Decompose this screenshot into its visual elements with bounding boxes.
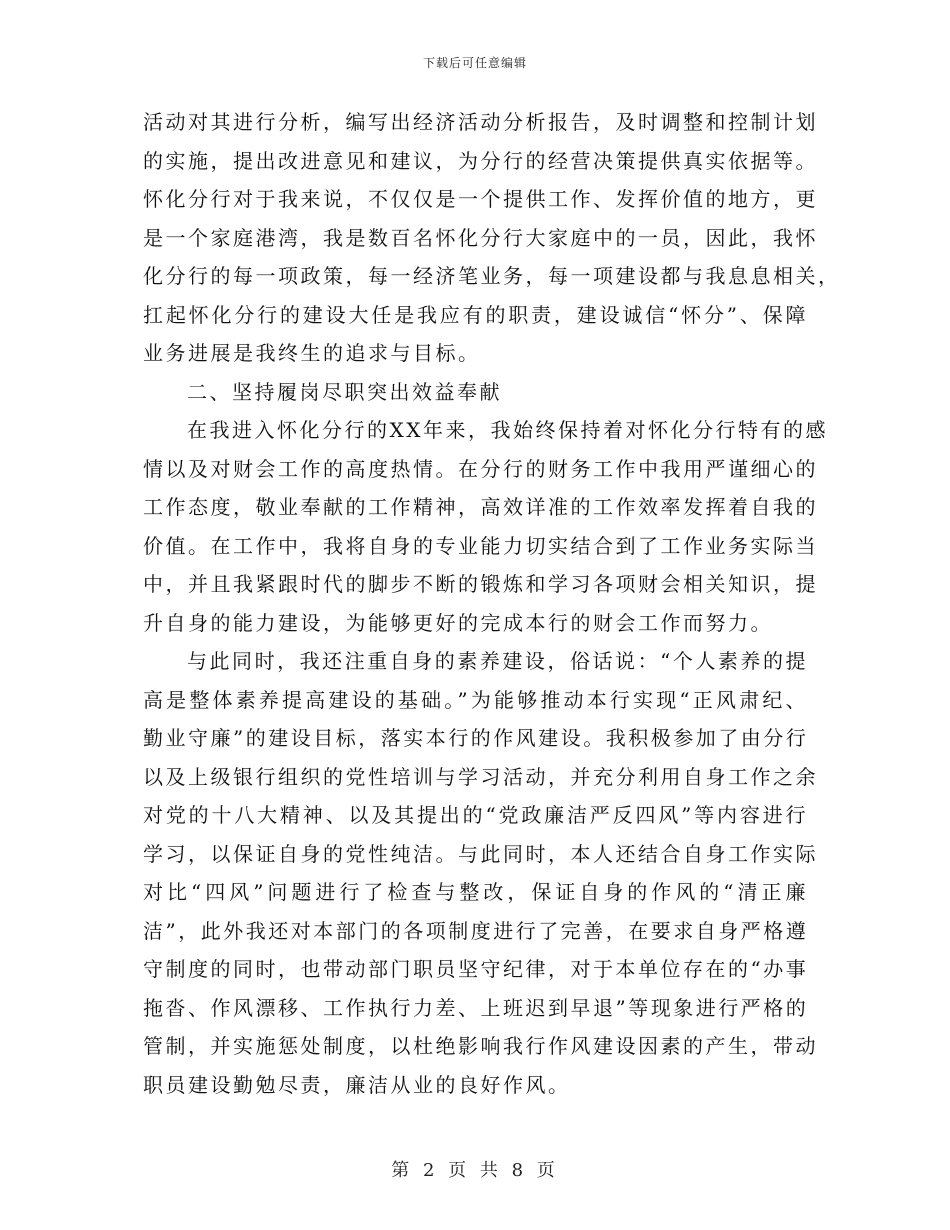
text-line: 高是整体素养提高建设的基础。”为能够推动本行实现“正风肃纪、 bbox=[143, 687, 808, 712]
text-line: 勤业守廉”的建设目标，落实本行的作风建设。我积极参加了由分行 bbox=[143, 726, 809, 750]
text-line: 对比“四风”问题进行了检查与整改，保证自身的作风的“清正廉 bbox=[143, 880, 808, 904]
page-header-note: 下载后可任意编辑 bbox=[422, 56, 527, 70]
text-line: 业务进展是我终生的追求与目标。 bbox=[143, 341, 481, 365]
section-heading: 二、坚持履岗尽职突出效益奉献 bbox=[187, 379, 502, 404]
text-line: 洁”，此外我还对本部门的各项制度进行了完善，在要求自身严格遵 bbox=[143, 918, 809, 943]
text-line: 价值。在工作中，我将自身的专业能力切实结合到了工作业务实际当 bbox=[143, 533, 818, 558]
paragraph-first-line: 在我进入怀化分行的XX年来，我始终保持着对怀化分行特有的感 bbox=[187, 418, 828, 442]
text-line: 是一个家庭港湾，我是数百名怀化分行大家庭中的一员，因此，我怀 bbox=[143, 225, 818, 250]
text-line: 的实施，提出改进意见和建议，为分行的经营决策提供真实依据等。 bbox=[143, 148, 818, 173]
text-line: 中，并且我紧跟时代的脚步不断的锻炼和学习各项财会相关知识，提 bbox=[143, 572, 818, 596]
text-line: 以及上级银行组织的党性培训与学习活动，并充分利用自身工作之余 bbox=[143, 764, 818, 789]
text-line: 对党的十八大精神、以及其提出的“党政廉洁严反四风”等内容进行 bbox=[143, 803, 808, 827]
text-line: 工作态度，敬业奉献的工作精神，高效详准的工作效率发挥着自我的 bbox=[143, 495, 818, 519]
page-number: 第 2 页 共 8 页 bbox=[391, 1160, 559, 1181]
text-line: 化分行的每一项政策，每一经济笔业务，每一项建设都与我息息相关， bbox=[143, 264, 841, 288]
text-line: 守制度的同时，也带动部门职员坚守纪律，对于本单位存在的“办事 bbox=[143, 957, 809, 981]
text-line: 拖沓、作风漂移、工作执行力差、上班迟到早退”等现象进行严格的 bbox=[143, 995, 809, 1020]
paragraph-first-line: 与此同时，我还注重自身的素养建设，俗话说：“个人素养的提 bbox=[187, 649, 808, 673]
text-line: 升自身的能力建设，为能够更好的完成本行的财会工作而努力。 bbox=[143, 610, 773, 635]
text-line: 情以及对财会工作的高度热情。在分行的财务工作中我用严谨细心的 bbox=[143, 456, 818, 481]
text-line: 管制，并实施惩处制度，以杜绝影响我行作风建设因素的产生，带动 bbox=[143, 1034, 818, 1058]
text-line: 怀化分行对于我来说，不仅仅是一个提供工作、发挥价值的地方，更 bbox=[143, 187, 818, 211]
text-line: 活动对其进行分析，编写出经济活动分析报告，及时调整和控制计划 bbox=[143, 110, 818, 134]
text-line: 扛起怀化分行的建设大任是我应有的职责，建设诚信“怀分”、保障 bbox=[143, 302, 808, 327]
document-body bbox=[143, 103, 841, 1104]
text-line: 学习，以保证自身的党性纯洁。与此同时，本人还结合自身工作实际 bbox=[143, 841, 818, 866]
text-line: 职员建设勤勉尽责，廉洁从业的良好作风。 bbox=[143, 1072, 571, 1097]
